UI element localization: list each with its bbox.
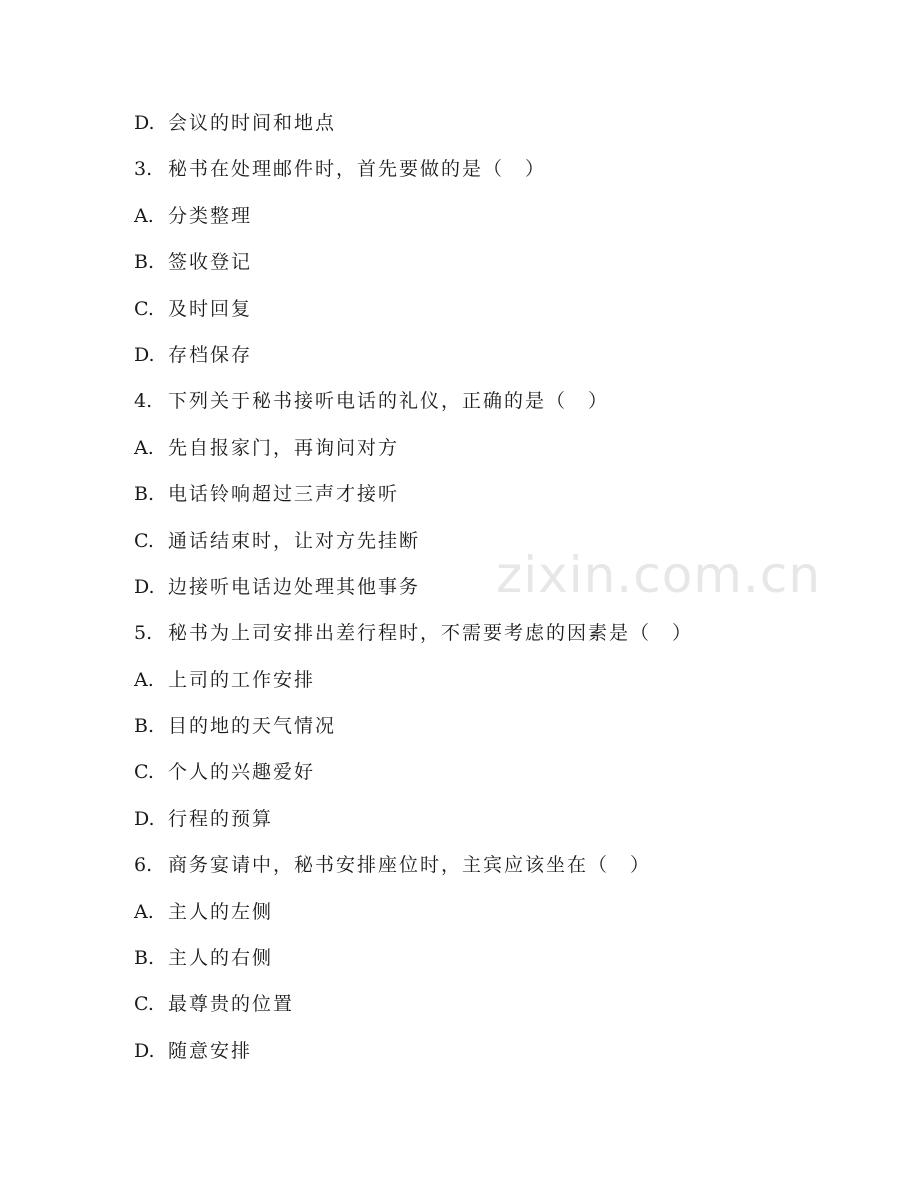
question-number: 5. xyxy=(134,622,153,645)
option-text: 最尊贵的位置 xyxy=(168,993,295,1016)
option-text: 上司的工作安排 xyxy=(168,668,316,691)
option-label: D. xyxy=(134,343,155,366)
question-text: 秘书为上司安排出差行程时，不需要考虑的因素是（ ） xyxy=(168,622,694,645)
option-line xyxy=(134,431,874,477)
option-line xyxy=(134,802,874,848)
option-line xyxy=(134,755,874,801)
option-label: D. xyxy=(134,112,155,134)
question-line xyxy=(134,848,874,894)
option-label: C. xyxy=(134,297,154,320)
option-text: 目的地的天气情况 xyxy=(168,715,337,738)
option-label: D. xyxy=(134,807,155,830)
question-number: 3. xyxy=(134,158,153,181)
option-line xyxy=(134,106,874,152)
option-line xyxy=(134,987,874,1033)
option-text: 先自报家门，再询问对方 xyxy=(168,436,400,459)
option-text: 边接听电话边处理其他事务 xyxy=(168,575,421,598)
question-number: 4. xyxy=(134,390,153,413)
option-text: 主人的左侧 xyxy=(168,900,274,923)
option-line xyxy=(134,199,874,245)
option-text: 签收登记 xyxy=(168,251,253,274)
option-text: 随意安排 xyxy=(168,1039,253,1062)
option-line xyxy=(134,895,874,941)
option-line xyxy=(134,663,874,709)
option-label: A. xyxy=(134,900,154,923)
option-text: 电话铃响超过三声才接听 xyxy=(168,483,400,506)
option-line xyxy=(134,709,874,755)
option-text: 通话结束时，让对方先挂断 xyxy=(168,529,421,552)
option-label: C. xyxy=(134,529,154,552)
question-text: 商务宴请中，秘书安排座位时，主宾应该坐在（ ） xyxy=(168,854,652,877)
option-label: A. xyxy=(134,668,154,691)
option-label: A. xyxy=(134,436,154,459)
option-text: 个人的兴趣爱好 xyxy=(168,761,316,784)
option-line xyxy=(134,1034,874,1080)
option-text: 行程的预算 xyxy=(168,807,274,830)
option-label: D. xyxy=(134,1039,155,1062)
option-text: 存档保存 xyxy=(168,343,253,366)
option-line xyxy=(134,941,874,987)
option-label: B. xyxy=(134,947,155,970)
question-text: 下列关于秘书接听电话的礼仪，正确的是（ ） xyxy=(168,390,610,413)
option-label: A. xyxy=(134,204,154,227)
option-label: B. xyxy=(134,251,155,274)
option-label: B. xyxy=(134,483,155,506)
option-text: 会议的时间和地点 xyxy=(168,112,337,134)
option-line xyxy=(134,477,874,523)
question-line xyxy=(134,152,874,198)
question-text: 秘书在处理邮件时，首先要做的是（ ） xyxy=(168,158,547,181)
watermark: zixin.com.cn xyxy=(496,546,822,604)
option-text: 分类整理 xyxy=(168,204,253,227)
option-label: C. xyxy=(134,993,154,1016)
option-label: C. xyxy=(134,761,154,784)
question-line xyxy=(134,616,874,662)
question-number: 6. xyxy=(134,854,153,877)
option-text: 及时回复 xyxy=(168,297,253,320)
option-line xyxy=(134,245,874,291)
option-line xyxy=(134,338,874,384)
question-line xyxy=(134,384,874,430)
option-line xyxy=(134,292,874,338)
option-text: 主人的右侧 xyxy=(168,947,274,970)
option-label: D. xyxy=(134,575,155,598)
option-label: B. xyxy=(134,715,155,738)
